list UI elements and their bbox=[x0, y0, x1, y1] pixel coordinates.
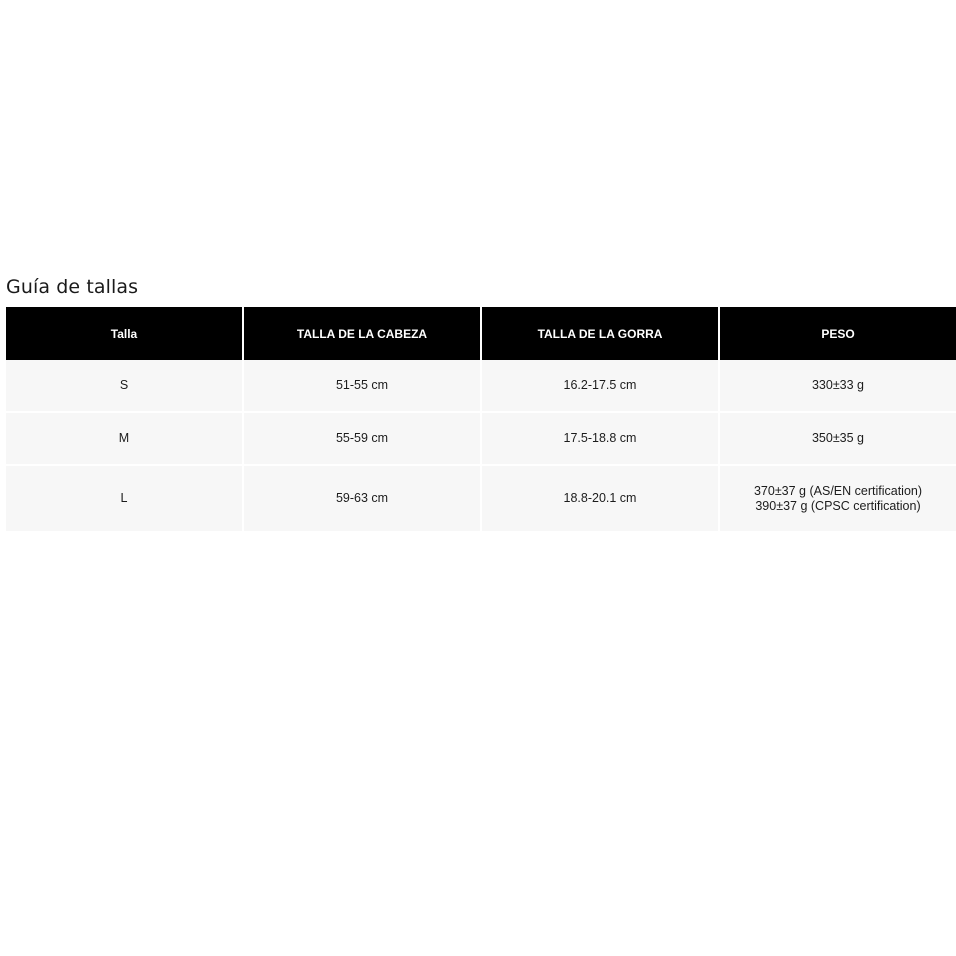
page-title: Guía de tallas bbox=[6, 276, 139, 298]
table-row bbox=[6, 413, 956, 466]
peso-value-cpsc: 390±37 g (CPSC certification) bbox=[755, 498, 921, 513]
cell-talla: S bbox=[6, 360, 244, 413]
cell-talla-cabeza: 51-55 cm bbox=[244, 360, 482, 413]
cell-talla-gorra: 17.5-18.8 cm bbox=[482, 413, 720, 466]
cell-talla-cabeza: 59-63 cm bbox=[244, 466, 482, 531]
peso-value-as-en: 370±37 g (AS/EN certification) bbox=[753, 483, 923, 498]
table-header-row bbox=[6, 307, 956, 360]
size-guide-table bbox=[6, 307, 956, 531]
cell-talla-gorra: 16.2-17.5 cm bbox=[482, 360, 720, 413]
cell-talla: L bbox=[6, 466, 244, 531]
column-header-talla: Talla bbox=[6, 307, 244, 360]
cell-talla: M bbox=[6, 413, 244, 466]
cell-talla-gorra: 18.8-20.1 cm bbox=[482, 466, 720, 531]
table-row bbox=[6, 360, 956, 413]
cell-peso bbox=[720, 413, 956, 466]
peso-value: 350±35 g bbox=[811, 431, 865, 445]
cell-peso bbox=[720, 360, 956, 413]
table-row bbox=[6, 466, 956, 531]
column-header-peso: PESO bbox=[720, 307, 956, 360]
column-header-talla-cabeza: TALLA DE LA CABEZA bbox=[244, 307, 482, 360]
cell-peso bbox=[720, 466, 956, 531]
peso-value: 330±33 g bbox=[811, 378, 865, 392]
column-header-talla-gorra: TALLA DE LA GORRA bbox=[482, 307, 720, 360]
cell-talla-cabeza: 55-59 cm bbox=[244, 413, 482, 466]
